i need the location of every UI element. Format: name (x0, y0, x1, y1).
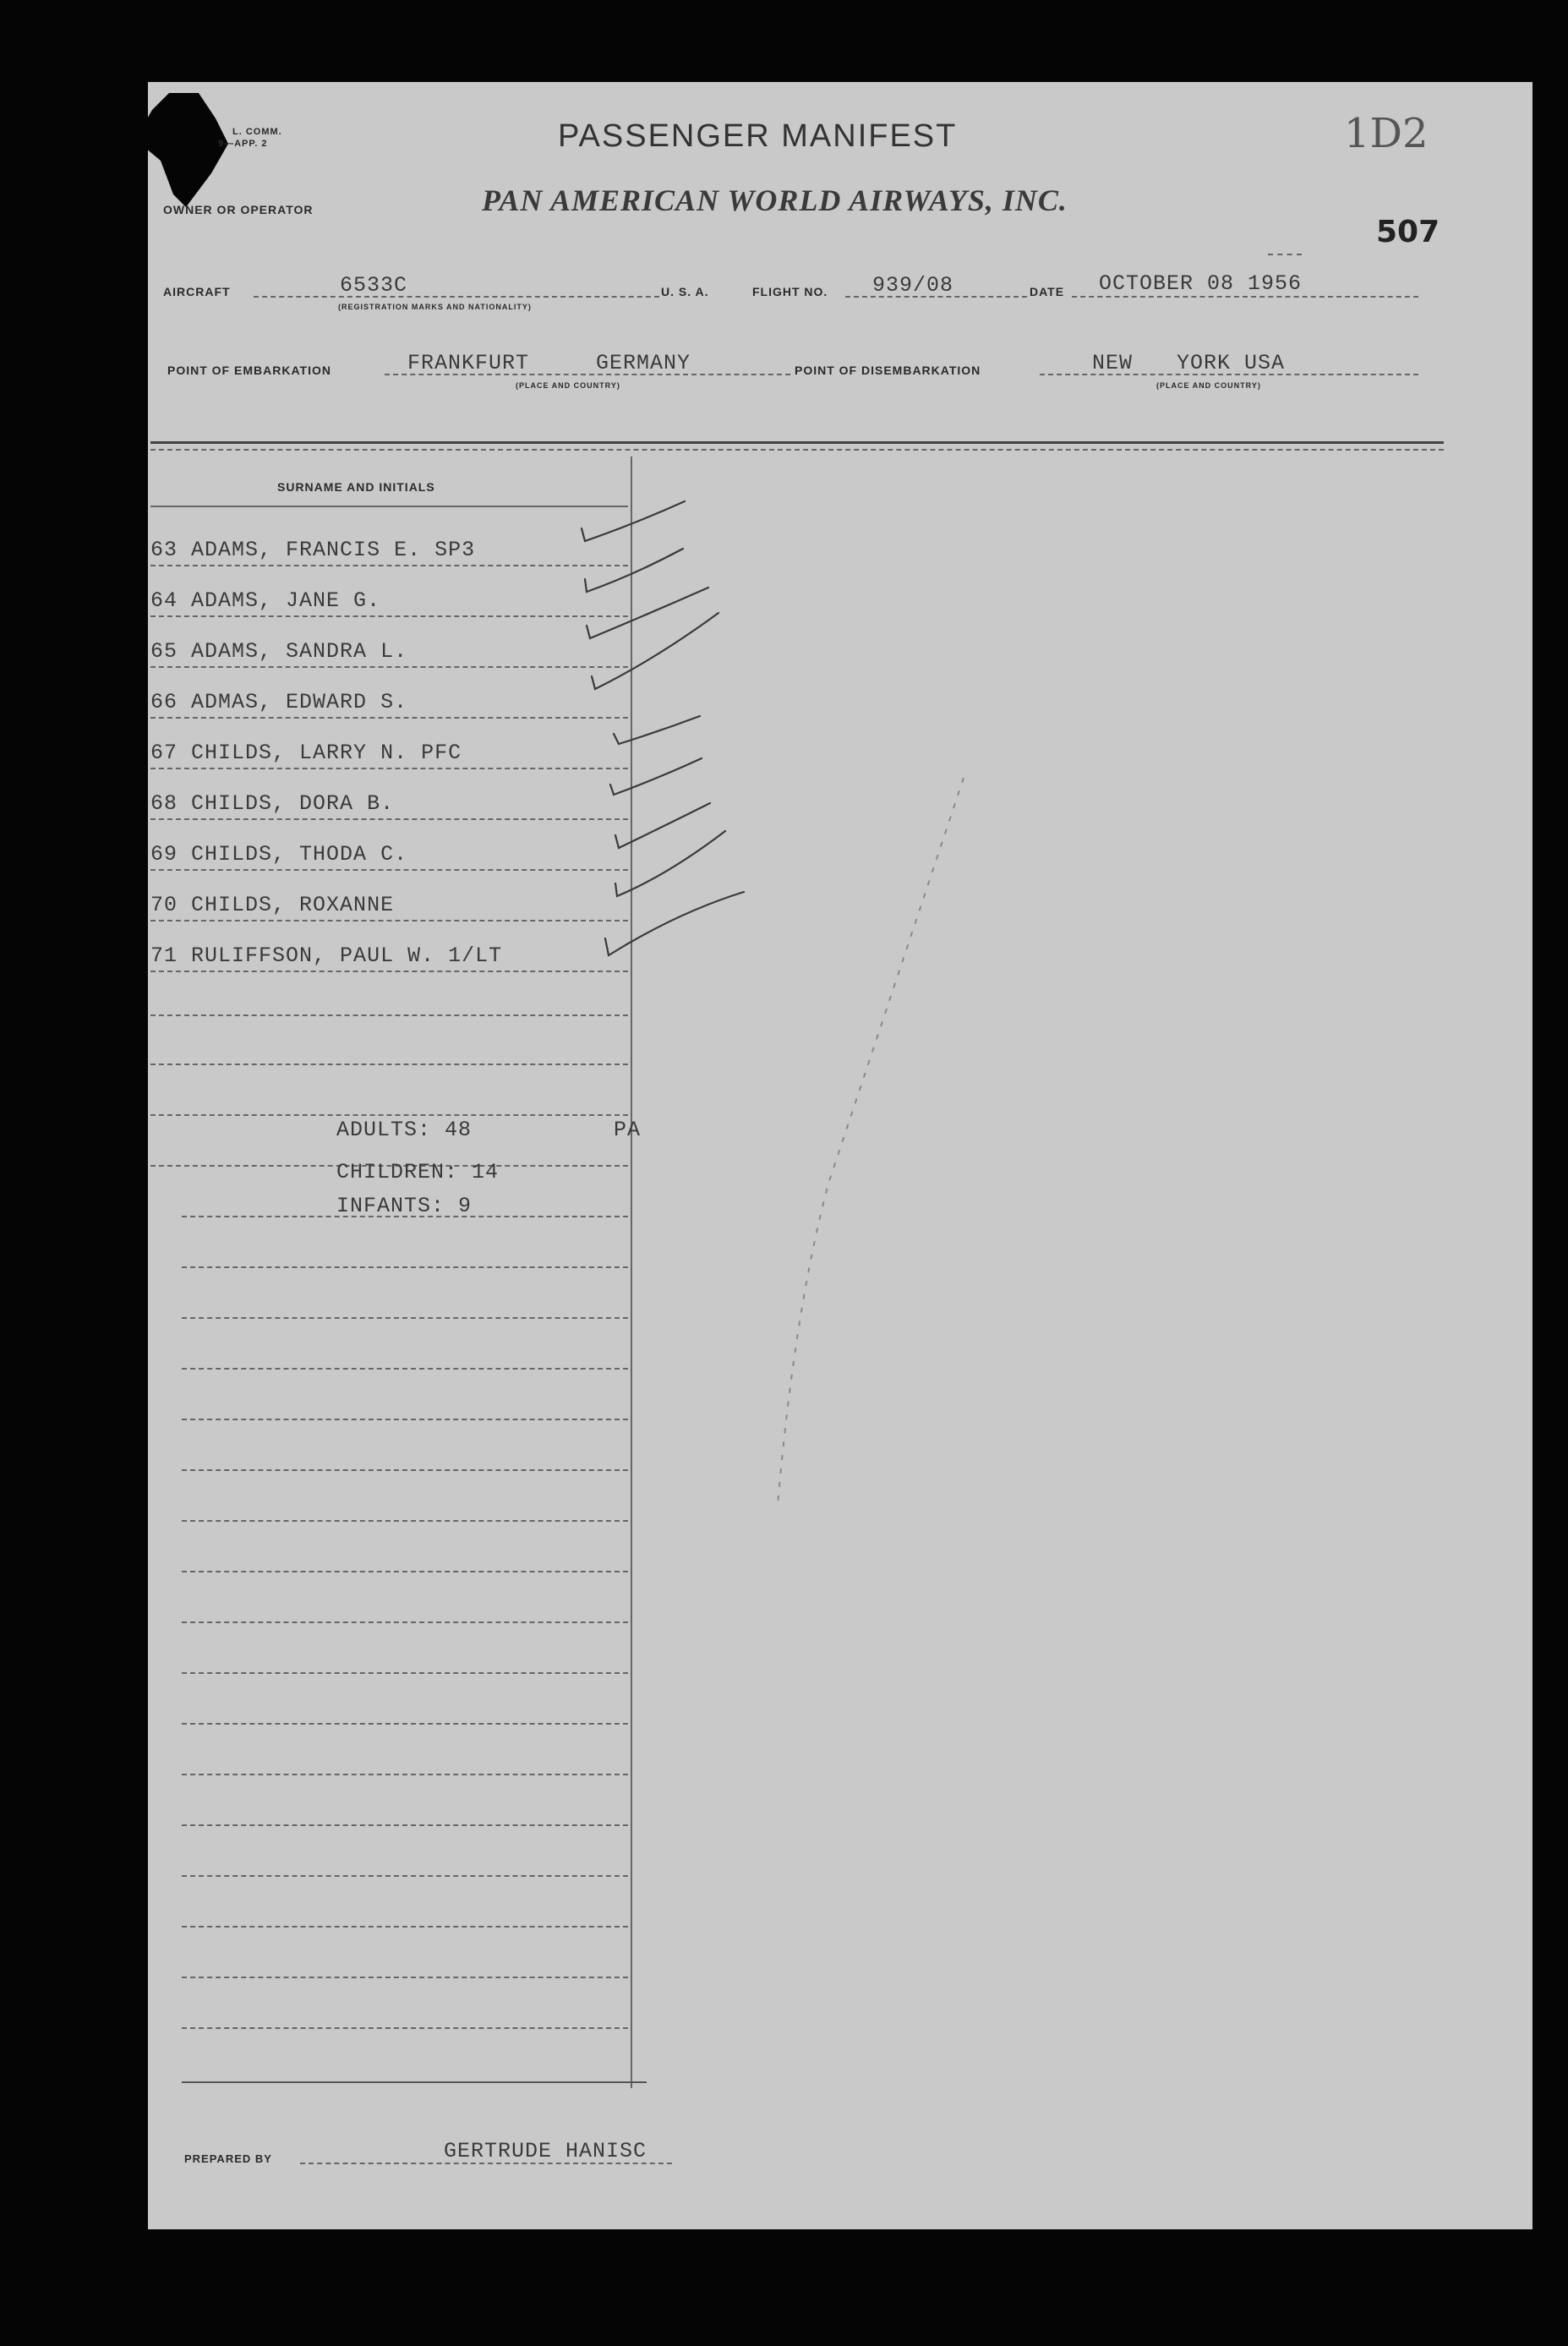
row-rule (182, 1621, 628, 1623)
embarkation-label: POINT OF EMBARKATION (167, 364, 331, 377)
section-rule-top (150, 441, 1444, 444)
list-bottom-rule (182, 2081, 647, 2083)
owner-label: OWNER OR OPERATOR (163, 203, 314, 216)
row-number: 65 (150, 639, 178, 664)
list-item (150, 538, 475, 562)
passenger-name: CHILDS, ROXANNE (191, 893, 395, 917)
section-rule-bottom (150, 449, 1444, 451)
row-rule (150, 565, 628, 566)
passenger-name: ADAMS, FRANCIS E. SP3 (191, 538, 476, 562)
check-mark-icon (614, 716, 700, 744)
row-rule (182, 1672, 628, 1674)
row-number: 67 (150, 741, 178, 765)
row-rule (150, 615, 628, 617)
flight-underline (845, 296, 1027, 298)
row-rule (182, 1317, 628, 1319)
row-rule (182, 2027, 628, 2029)
flight-no-label: FLIGHT NO. (752, 285, 828, 298)
row-number: 71 (150, 943, 178, 968)
passenger-name: ADAMS, SANDRA L. (191, 639, 408, 664)
form-id-line1: L. COMM. (232, 127, 282, 137)
totals-children: CHILDREN: 14 (336, 1160, 500, 1184)
row-rule (182, 1723, 628, 1725)
disembarkation-country: YORK USA (1177, 351, 1286, 375)
row-rule (182, 1977, 628, 1978)
check-mark-icon (585, 549, 683, 592)
list-item (150, 588, 380, 613)
row-rule (182, 1469, 628, 1471)
row-rule (150, 971, 628, 972)
row-number: 68 (150, 791, 178, 816)
passenger-name: RULIFFSON, PAUL W. 1/LT (191, 943, 503, 968)
totals-cut-text: PA (614, 1118, 642, 1142)
check-mark-icon (605, 892, 744, 955)
row-rule (182, 1824, 628, 1826)
row-rule (150, 666, 628, 668)
check-mark-icon (587, 588, 708, 638)
aircraft-label: AIRCRAFT (163, 285, 231, 298)
list-item (150, 791, 394, 816)
list-item (150, 842, 407, 867)
place-caption-1: (PLACE AND COUNTRY) (516, 381, 620, 390)
pencil-stray-mark (761, 761, 981, 1522)
list-item (150, 639, 407, 664)
page-title: PASSENGER MANIFEST (558, 118, 958, 154)
row-number: 63 (150, 538, 178, 562)
list-item (150, 690, 407, 714)
row-rule (182, 1419, 628, 1420)
row-number: 70 (150, 893, 178, 917)
prepared-by-label: PREPARED BY (184, 2152, 272, 2165)
prepared-by-value: GERTRUDE HANISC (444, 2139, 647, 2163)
row-rule (182, 1774, 628, 1775)
disembarkation-underline (1040, 374, 1418, 375)
row-number: 69 (150, 842, 178, 867)
passenger-name: CHILDS, DORA B. (191, 791, 395, 816)
check-mark-icon (610, 758, 702, 795)
airline-name: PAN AMERICAN WORLD AIRWAYS, INC. (482, 183, 1068, 217)
row-number: 66 (150, 690, 178, 714)
disembarkation-label: POINT OF DISEMBARKATION (795, 364, 981, 377)
row-rule (150, 1064, 628, 1065)
list-item (150, 943, 502, 968)
row-rule (150, 869, 628, 871)
passenger-name: ADMAS, EDWARD S. (191, 690, 408, 714)
row-rule (182, 1926, 628, 1928)
check-mark-icon (582, 501, 685, 541)
row-rule (182, 1368, 628, 1370)
row-rule (150, 1014, 628, 1016)
embarkation-city: FRANKFURT (407, 351, 530, 375)
row-rule (150, 768, 628, 769)
row-rule (182, 1520, 628, 1522)
row-rule (150, 818, 628, 820)
short-dash (1268, 254, 1302, 255)
row-rule (150, 1114, 628, 1116)
list-item (150, 741, 462, 765)
aircraft-underline (254, 296, 659, 298)
torn-corner-mark (135, 93, 237, 211)
aircraft-value: 6533C (340, 273, 408, 298)
column-header-rule (150, 506, 628, 507)
embarkation-underline (385, 374, 790, 375)
row-rule (182, 1266, 628, 1268)
date-underline (1072, 296, 1418, 298)
handwritten-reference: 1D2 (1344, 110, 1429, 157)
date-label: DATE (1030, 285, 1065, 298)
row-rule (182, 1571, 628, 1572)
list-item (150, 893, 394, 917)
check-mark-icon (592, 613, 718, 689)
row-rule (150, 717, 628, 719)
registration-caption: (REGISTRATION MARKS AND NATIONALITY) (338, 303, 532, 311)
row-rule (150, 920, 628, 921)
date-value: OCTOBER 08 1956 (1099, 271, 1303, 296)
flight-no-value: 939/08 (872, 273, 954, 298)
form-id-line2: 9—APP. 2 (218, 139, 268, 149)
totals-infants: INFANTS: 9 (336, 1194, 473, 1218)
embarkation-country: GERMANY (596, 351, 691, 375)
passenger-name: ADAMS, JANE G. (191, 588, 381, 613)
check-mark-icon (615, 803, 710, 848)
row-rule (182, 1875, 628, 1877)
place-caption-2: (PLACE AND COUNTRY) (1156, 381, 1261, 390)
column-header: SURNAME AND INITIALS (277, 480, 435, 494)
passenger-name: CHILDS, THODA C. (191, 842, 408, 867)
page-number: 507 (1376, 215, 1440, 249)
check-marks (575, 495, 761, 968)
usa-label: U. S. A. (661, 285, 709, 298)
passenger-name: CHILDS, LARRY N. PFC (191, 741, 462, 765)
row-number: 64 (150, 588, 178, 613)
totals-adults: ADULTS: 48 (336, 1118, 473, 1142)
disembarkation-city: NEW (1092, 351, 1134, 375)
